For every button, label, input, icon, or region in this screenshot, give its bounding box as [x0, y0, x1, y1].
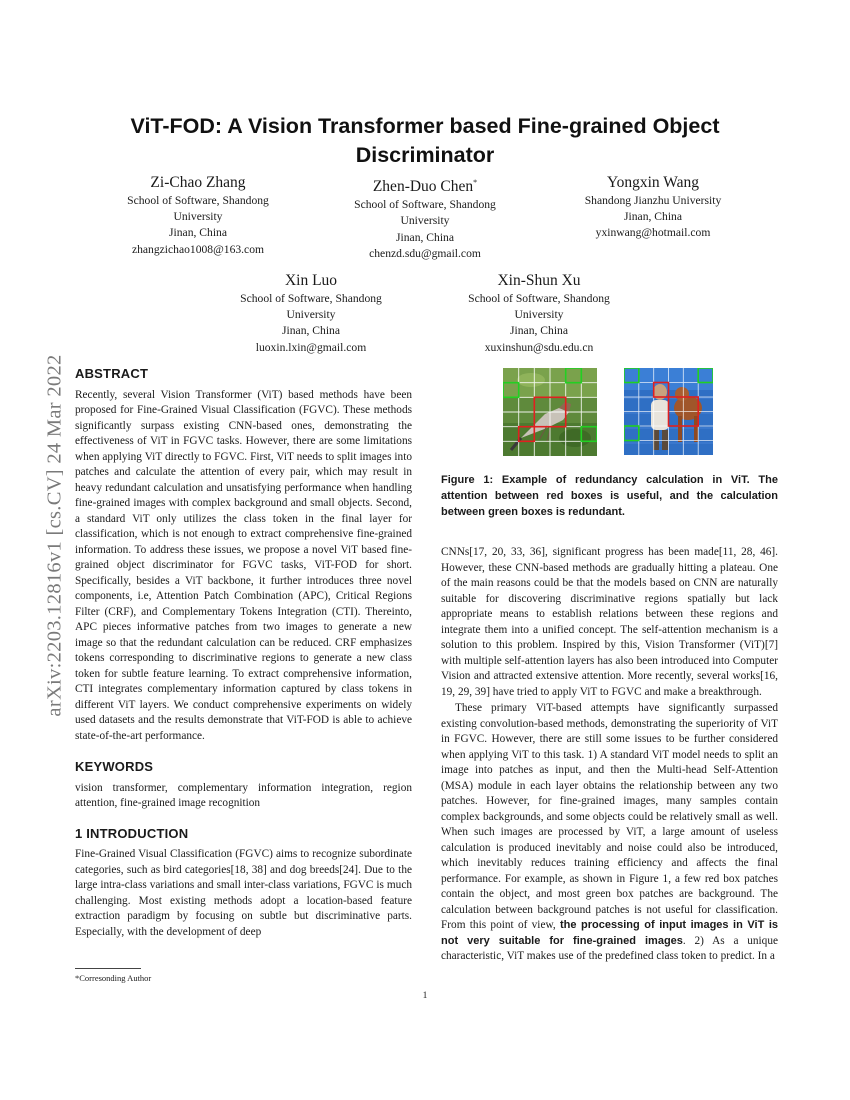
- corresponding-mark: *: [473, 178, 478, 187]
- arxiv-stamp: arXiv:2203.12816v1 [cs.CV] 24 Mar 2022: [43, 353, 66, 717]
- author-email[interactable]: yxinwang@hotmail.com: [595, 226, 711, 240]
- keywords-heading: KEYWORDS: [75, 759, 154, 774]
- keywords-text: vision transformer, complementary information integration, region attention, fine-grained image recognition: [75, 781, 412, 809]
- author-location: Jinan, China: [624, 210, 682, 224]
- author-email[interactable]: zhangzichao1008@163.com: [131, 242, 265, 256]
- author-name: Zi-Chao Zhang: [150, 174, 246, 191]
- bird-patch-image: [503, 368, 597, 456]
- intro-paragraph: Fine-Grained Visual Classification (FGVC) aims to recognize subordinate categories, such as bird categories[18, 38] and dog breeds[24]. Due to the large intra-class variations and small inter-class variations, FGVC is much challenging. Most existing methods adopt a location-based feature extraction paradigm by focusing on subtle but discriminative parts. Especially, with the development of deep: [75, 848, 412, 938]
- author-affiliation: School of Software, Shandong: [468, 292, 610, 305]
- footnote: *Corresonding Author: [75, 973, 152, 983]
- intro-paragraph-continued: CNNs[17, 20, 33, 36], significant progress has been made[11, 28, 46]. However, these CNN-based methods are gradually hitting a plateau. One of the main reasons could be that the models based on CNN are naturally suitable for discovering discriminative regions spatially but lack appropriate means to establish relations between these regions and integrate them into a unified concept. The self-attention mechanism is a solution to this problem. Inspired by this, Vision Transformer (ViT)[7] with multiple self-attention layers has also been introduced into Computer Vision and attracted extensive attention. More recently, several works[16, 19, 29, 39] have tried to apply ViT to FGVC and make a breakthrough.: [441, 546, 778, 698]
- author-affiliation: Shandong Jianzhu University: [584, 194, 722, 207]
- author-name: Zhen-Duo Chen*: [372, 178, 478, 196]
- author-block: [300, 173, 550, 262]
- footnote-divider: [75, 968, 141, 969]
- author-name: Xin Luo: [284, 272, 338, 289]
- author-location: Jinan, China: [510, 324, 568, 338]
- author-affiliation: University: [173, 210, 223, 224]
- abstract-heading: ABSTRACT: [75, 366, 149, 381]
- author-location: Jinan, China: [169, 226, 227, 240]
- author-block: [414, 271, 664, 356]
- author-location: Jinan, China: [282, 324, 340, 338]
- intro-paragraph-2: These primary ViT-based attempts have significantly surpassed existing convolution-based methods, demonstrating the superiority of ViT in FGVC. However, there are still some issues to be further considered when applying ViT to this task. 1) A standard ViT model needs to split an image into patches as input, and then the Multi-head Self-Attention (MSA) module in each layer obtains the relationship between any two patches. However, for fine-grained images, many samples contain complex backgrounds, and some objects could be relatively small as well. When such images are processed by ViT, a large amount of useless calculation is produced inevitably and noise could also be introduced, which inevitably reduces training efficiency and affects the final performance. For example, as shown in Figure 1, a few red box patches contain the object, and most green box patches are background. The calculation between background patches is not useful for classification. From this point of view, the processing of input images in ViT is not very suitable for fine-grained images. 2) As a unique characteristic, ViT makes use of the predefined class token to predict. In a: [441, 702, 778, 962]
- author-email[interactable]: luoxin.lxin@gmail.com: [255, 340, 367, 354]
- author-affiliation: University: [286, 308, 336, 322]
- figure-caption: Figure 1: Example of redundancy calculation in ViT. The attention between red boxes is useful, and the calculation between green boxes is redundant.: [441, 474, 778, 518]
- paper-title: ViT-FOD: A Vision Transformer based Fine-grained Object Discriminator: [130, 114, 720, 167]
- author-affiliation: School of Software, Shandong: [240, 292, 382, 305]
- author-location: Jinan, China: [396, 230, 454, 244]
- dog-patch-image: [624, 368, 713, 455]
- emphasis-text: the processing of input images in ViT is not very suitable for fine-grained images: [441, 919, 778, 947]
- author-name: Xin-Shun Xu: [497, 272, 581, 289]
- author-affiliation: University: [514, 308, 564, 322]
- page-number: 1: [422, 991, 428, 1001]
- author-block: [528, 173, 778, 242]
- introduction-heading: 1 INTRODUCTION: [75, 825, 189, 841]
- left-column: [75, 366, 412, 940]
- author-affiliation: University: [400, 214, 450, 228]
- right-column: [441, 545, 778, 965]
- author-email[interactable]: chenzd.sdu@gmail.com: [369, 246, 481, 260]
- abstract-text: Recently, several Vision Transformer (ViT) based methods have been proposed for Fine-Grained Visual Classification (FGVC). These methods significantly surpass existing CNN-based ones, demonstrating the effectiveness of ViT in FGVC tasks. However, there are some limitations when applying ViT directly to FGVC. First, ViT needs to split images into patches and calculate the attention of every pair, which may result in heavy redundant calculation and unsatisfying performance when handling fine-grained images with complex background and small objects. Second, a standard ViT only utilizes the class token in the final layer for classification, which is not enough to extract comprehensive fine-grained information. To address these issues, we propose a novel ViT based fine-grained object discriminator for FGVC tasks, ViT-FOD for short. Specifically, besides a ViT backbone, it further introduces three novel components, i.e, Attention Patch Combination (APC), Critical Regions Filter (CRF), and Complementary Tokens Integration (CTI). Thereinto, APC pieces informative patches from two images to generate a new image so that the redundant calculation can be reduced. CRF emphasizes tokens corresponding to discriminative regions to generate a new class token for subtle feature learning. To extract comprehensive information, CTI integrates complementary information captured by class tokens in different ViT layers. We conduct comprehensive experiments on widely used datasets and the results demonstrate that ViT-FOD is able to achieve state-of-the-art performance.: [75, 388, 412, 742]
- author-affiliation: School of Software, Shandong: [354, 198, 496, 212]
- author-affiliation: School of Software, Shandong: [127, 194, 269, 207]
- author-block: [186, 271, 436, 356]
- author-name: Yongxin Wang: [606, 174, 700, 191]
- author-block: [73, 173, 323, 258]
- author-email[interactable]: xuxinshun@sdu.edu.cn: [484, 340, 594, 354]
